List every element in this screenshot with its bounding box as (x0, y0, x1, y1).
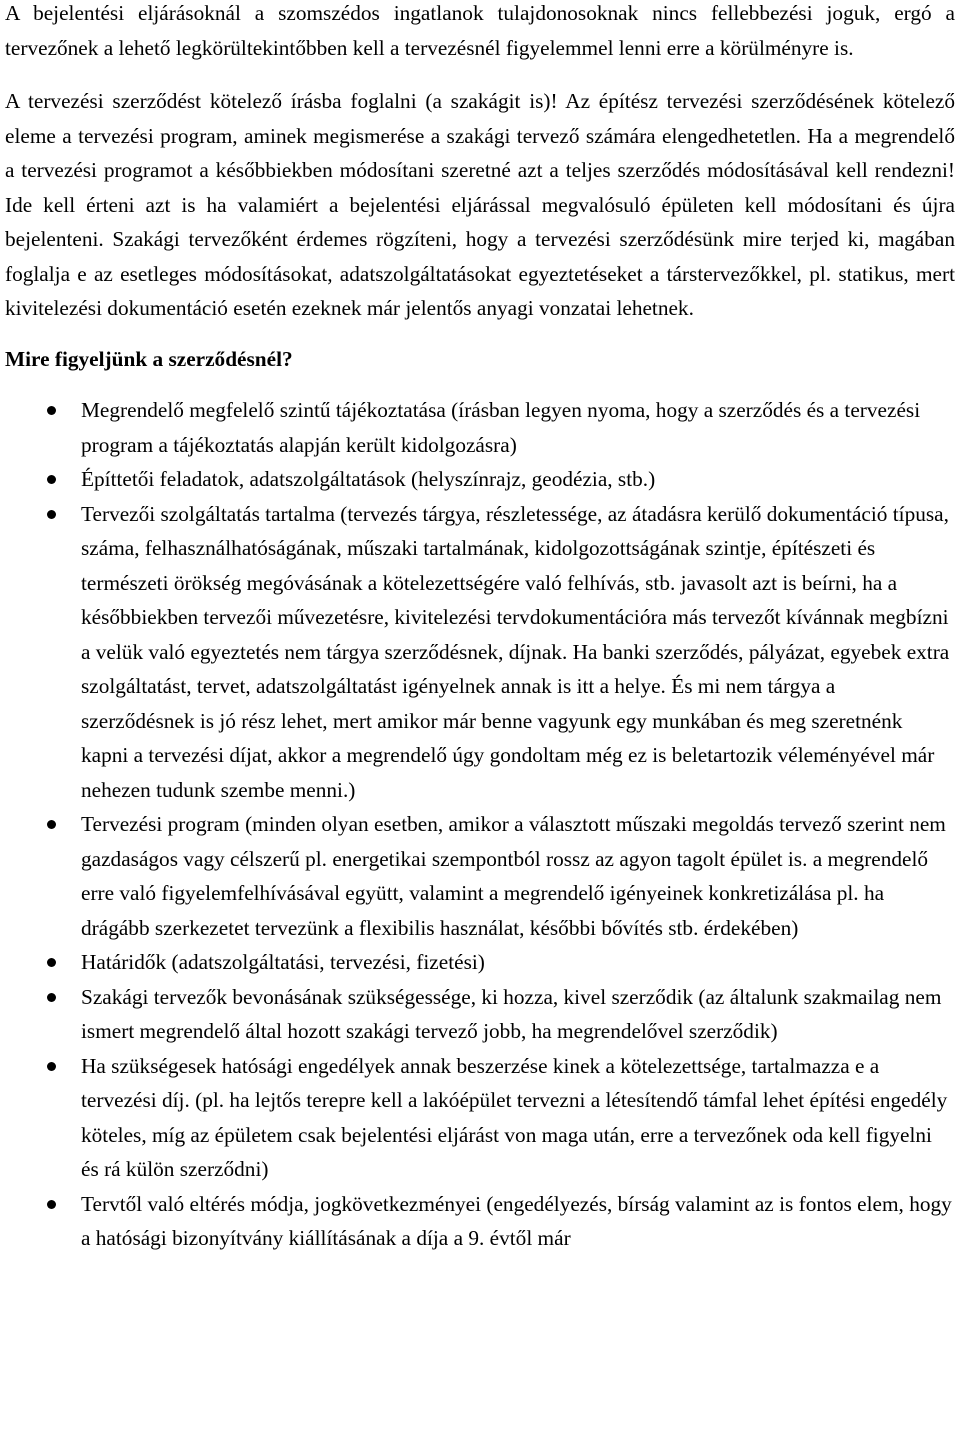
list-item (5, 980, 955, 1049)
bullet-icon (47, 820, 56, 829)
section-heading: Mire figyeljünk a szerződésnél? (5, 346, 293, 371)
list-item (5, 945, 955, 980)
list-item-text: Tervezési program (minden olyan esetben, amikor a választott műszaki megoldás tervező szerint nem gazdaságos vagy célszerű pl. energetikai szempontból rossz az agyon tagolt épület is. a megrendelő erre való figyelemfelhívásával együtt, valamint a megrendelő igényeinek konkretizálása pl. ha drágább szerkezetet tervezünk a flexibilis használat, későbbi bővítés stb. érdekében) (81, 812, 946, 940)
list-item-text: Szakági tervezők bevonásának szükségessége, ki hozza, kivel szerződik (az általunk szakmailag nem ismert megrendelő által hozott szakági tervező jobb, ha megrendelővel szerződik) (81, 984, 942, 1043)
bullet-icon (47, 1062, 56, 1071)
list-item (5, 1187, 955, 1256)
bullet-icon (47, 993, 56, 1002)
list-item-text: Megrendelő megfelelő szintű tájékoztatása (írásban legyen nyoma, hogy a szerződés és a tervezési program a tájékoztatás alapján került kidolgozásra) (81, 398, 921, 457)
list-item (5, 497, 955, 808)
list-item (5, 1049, 955, 1187)
bullet-icon (47, 958, 56, 967)
list-item-text: Építtetői feladatok, adatszolgáltatások (helyszínrajz, geodézia, stb.) (81, 467, 656, 491)
bullet-icon (47, 406, 56, 415)
paragraph-neighbors-appeal: A bejelentési eljárásoknál a szomszédos ingatlanok tulajdonosoknak nincs fellebbezési joguk, ergó a tervezőnek a lehető legkörültekintőbben kell a tervezésnél figyelemmel lenni erre a körülményre is. (5, 1, 955, 60)
contract-checklist (5, 393, 955, 1256)
list-item-text: Tervtől való eltérés módja, jogkövetkezményei (engedélyezés, bírság valamint az is fontos elem, hogy a hatósági bizonyítvány kiállításának a díja a 9. évtől már (81, 1191, 952, 1250)
list-item (5, 462, 955, 497)
list-item (5, 393, 955, 462)
paragraph-design-contract: A tervezési szerződést kötelező írásba foglalni (a szakágit is)! Az építész tervezési szerződésének kötelező eleme a tervezési program, aminek megismerése a szakági tervező számára elengedhetetlen. Ha a megrendelő a tervezési programot a későbbiekben módosítani szeretné azt a teljes szerződés módosításával kell rendezni! Ide kell érteni azt is ha valamiért a bejelentési eljárással megvalósuló épületen kell módosítani és újra bejelenteni. Szakági tervezőként érdemes rögzíteni, hogy a tervezési szerződésünk mire terjed ki, magában foglalja e az esetleges módosításokat, adatszolgáltatásokat egyeztetéseket a társtervezőkkel, pl. statikus, mert kivitelezési dokumentáció esetén ezeknek már jelentős anyagi vonzatai lehetnek. (5, 89, 955, 320)
bullet-icon (47, 510, 56, 519)
list-item-text: Tervezői szolgáltatás tartalma (tervezés tárgya, részletessége, az átadásra kerülő dokumentáció típusa, száma, felhasználhatóságának, műszaki tartalmának, kidolgozottságának szintje, építészeti és természeti örökség megóvásának a kötelezettségére való felhívás, stb. javasolt azt is beírni, ha a későbbiekben tervezői művezetésre, kivitelezési tervdokumentációra más tervezőt kívánnak megbízni a velük való egyeztetés nem tárgya szerződésnek, díjnak. Ha banki szerződés, pályázat, egyebek extra szolgáltatást, tervet, adatszolgáltatást igényelnek annak is itt a helye. És mi nem tárgya a szerződésnek is jó rész lehet, mert amikor már benne vagyunk egy munkában és meg szeretnénk kapni a tervezési díjat, akkor a megrendelő úgy gondoltam még ez is beletartozik véleményével már nehezen tudunk szembe menni.) (81, 501, 950, 802)
bullet-icon (47, 475, 56, 484)
list-item-text: Határidők (adatszolgáltatási, tervezési, fizetési) (81, 950, 485, 974)
bullet-icon (47, 1200, 56, 1209)
list-item-text: Ha szükségesek hatósági engedélyek annak beszerzése kinek a kötelezettsége, tartalmazza e a tervezési díj. (pl. ha lejtős terepre kell a lakóépület tervezni a létesítendő támfal lehet építési engedély köteles, míg az épületem csak bejelentési eljárást von maga után, erre a tervezőnek oda kell figyelni és rá külön szerződni) (81, 1053, 948, 1181)
list-item (5, 807, 955, 945)
